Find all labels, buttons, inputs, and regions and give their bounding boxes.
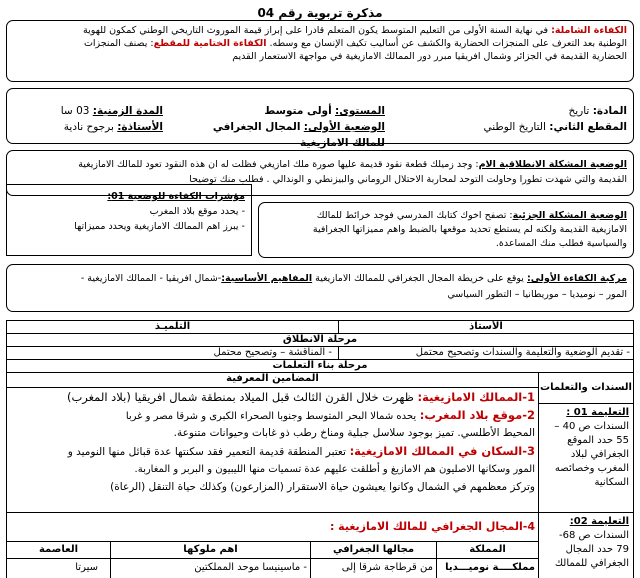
kings-cell: - ماسينيسا موحد المملكتين [110, 558, 311, 578]
indicator-item: - يبرز اهم الممالك الامازيغية ويحدد مميزاتها [74, 221, 245, 232]
instruction-2-cell: التعليمة 02: السندات ص 68- 79 حدد المجال الجغرافي للممالك [538, 512, 634, 578]
kingdoms-heading: 1-الممالك الامازيغية: [417, 390, 535, 404]
competence-label: الكفاءة الشاملة: [551, 25, 627, 36]
concepts-label: المفاهيم الأساسية: [221, 273, 313, 284]
content-column-header: المضامين المعرفية [6, 372, 539, 388]
level-value: أولى متوسط [264, 105, 332, 117]
duration-value: 03 سا [60, 105, 90, 117]
start-problem-line2: القديمة والتي شهدت تطورا وحاولت التوحد لمحاربة الاحتلال الروماني والبيزنطي و الوندالي . فطلب منك توضيحا [189, 174, 627, 185]
geography-section [6, 512, 539, 542]
document-title: مذكرة تربوية رقم 04 [257, 6, 383, 20]
phase-build-row: مرحلة بناء التعلمات [6, 359, 634, 373]
geography-header: مجالها الجغرافي [310, 541, 437, 559]
indicator-item: - يحدد موقع بلاد المغرب [149, 206, 245, 217]
situation-value: المجال الجغرافي للمالك الامازيغية [212, 121, 385, 149]
subject-value: تاريخ [568, 105, 590, 117]
instruction-1-label: التعليمة 01 : [566, 407, 629, 418]
instruction-2-label: التعليمة 02: [569, 516, 629, 527]
final-competence-label: الكفاءة الختامية للمقطع [153, 38, 267, 49]
competence-box [6, 20, 634, 82]
population-heading: 3-السكان في الممالك الامازيغية: [349, 444, 535, 458]
start-problem-label: الوضعية المشكلة الانطلاقية الام [478, 159, 627, 170]
teacher-header: الأستاذ [338, 320, 634, 334]
teacher-start-cell: - تقديم الوضعية والتعليمة والسندات وتصحيح محتمل [338, 346, 634, 360]
section-value: التاريخ الوطني [483, 121, 546, 133]
competence-line3: الحضارية القديمة في الجزائر وشمال افريقيا مبرر دور الممالك الامازيغية في مواجهة الاستعمار القديم [232, 51, 627, 62]
capital-cell: سيرتا [6, 558, 111, 578]
geography-cell: من قرطاجة شرقا إلى [310, 558, 437, 578]
partial-problem-label: الوضعية المشكلة الجزئية [512, 210, 627, 221]
student-start-cell: - المناقشة – وتصحيح محتمل [6, 346, 339, 360]
teacher-value: برجوح نادية [63, 121, 114, 133]
kings-header: اهم ملوكها [110, 541, 311, 559]
geography-heading: 4-المجال الجغرافي للمالك الامازيغية : [329, 520, 535, 533]
kingdom-header: المملكة [436, 541, 539, 559]
capital-header: العاصمة [6, 541, 111, 559]
resources-column-header: السندات والتعلمات [538, 372, 634, 404]
component-box: مركبة الكفاءة الأولى: يوقع على خريطة المجال الجغرافي للممالك الامازيغية المفاهيم الأساسية:-شمال افريقيا - الممالك الامازيغية - المور – نوميديا – موريطانيا – التطور السياسي [6, 264, 634, 312]
info-box: المادة: تاريخ المقطع الثاني: التاريخ الوطني المستوى: أولى متوسط الوضعية الأولى: المجال الجغرافي للمالك الامازيغية المدة الزمنية: 03 سا الأستاذة: برجوح نادية [6, 88, 634, 144]
start-problem-box: الوضعية المشكلة الانطلاقية الام: وجد زميلك قطعة نقود قديمة عليها صورة ملك امازيغي فظلت له ان هذه النقود تعود للمالك الامازيغية القديمة والتي شهدت تطورا وحاولت التوحد لمحاربة الاحتلال الروماني والبيزنطي و الوندالي . فطلب منك توضيحا [6, 150, 634, 196]
indicators-box [6, 184, 252, 256]
instruction-1-cell: التعليمة 01 : السندات ص 40 – 55 حدد الموقع الجغرافي لبلاد المغرب وخصائصه السكانية [538, 403, 634, 513]
content-cell: 1-الممالك الامازيغية: ظهرت خلال القرن الثالث قبل الميلاد بمنطقة شمال افريقيا (بلاد المغرب) 2-موقع بلاد المغرب: يحده شمالا البحر المتوسط وجنوبا الصحراء الكبرى و شرقا مصر و غربا المحيط الأطلسي. تميز بوجود سلاسل جبلية ومناخ رطب ذو غابات وحيوانات متنوعة. 3-السكان في الممالك الامازيغية: تعتبر المنطقة قديمة التعمير فقد سكنتها عدة قبائل منها النوميد و المور وسكانها الاصليون هم الامازيغ و أطلقت عليهم عدة تسميات منها الليبيون و البربر و المغاربة. وتركز معظمهم في الشمال وكانوا يعيشون حياة الاستقرار (المزارعون) وكذلك حياة التنقل (الرعاة) [6, 387, 539, 513]
phase-start-row: مرحلة الانطلاق [6, 333, 634, 347]
location-heading: 2-موقع بلاد المغرب: [419, 408, 535, 422]
student-header: التلميـذ [6, 320, 339, 334]
component-label: مركبة الكفاءة الأولى: [526, 273, 627, 284]
kingdom-cell: مملكــــة نوميـــديا [436, 558, 539, 578]
indicators-label: مؤشرات الكفاءة للوضعية 01: [107, 191, 245, 202]
competence-line1: في نهاية السنة الأولى من التعليم المتوسط يكون المتعلم قادرا على إبراز قيمة الموروث التاريخي الوطني كمكون للهوية [83, 25, 549, 36]
concepts-line2: المور – نوميديا – موريطانيا – التطور السياسي [447, 289, 627, 300]
competence-line2-row: الوطنية بعد التعرف على المنجزات الحضارية والكشف عن أساليب تكيف الإنسان مع وسطه. الكفاءة الختامية للمقطع: يصنف المنجزات [83, 38, 627, 49]
partial-problem-box: الوضعية المشكلة الجزئية: تصفح اخوك كتابك المدرسي فوجد خرائط للمالك الامازيغية القديمة ولكنه لم يستطع تحديد موقعها بالضبط واهم مميزاتها الجغرافية والسياسية فطلب منك المساعدة. [258, 202, 634, 258]
